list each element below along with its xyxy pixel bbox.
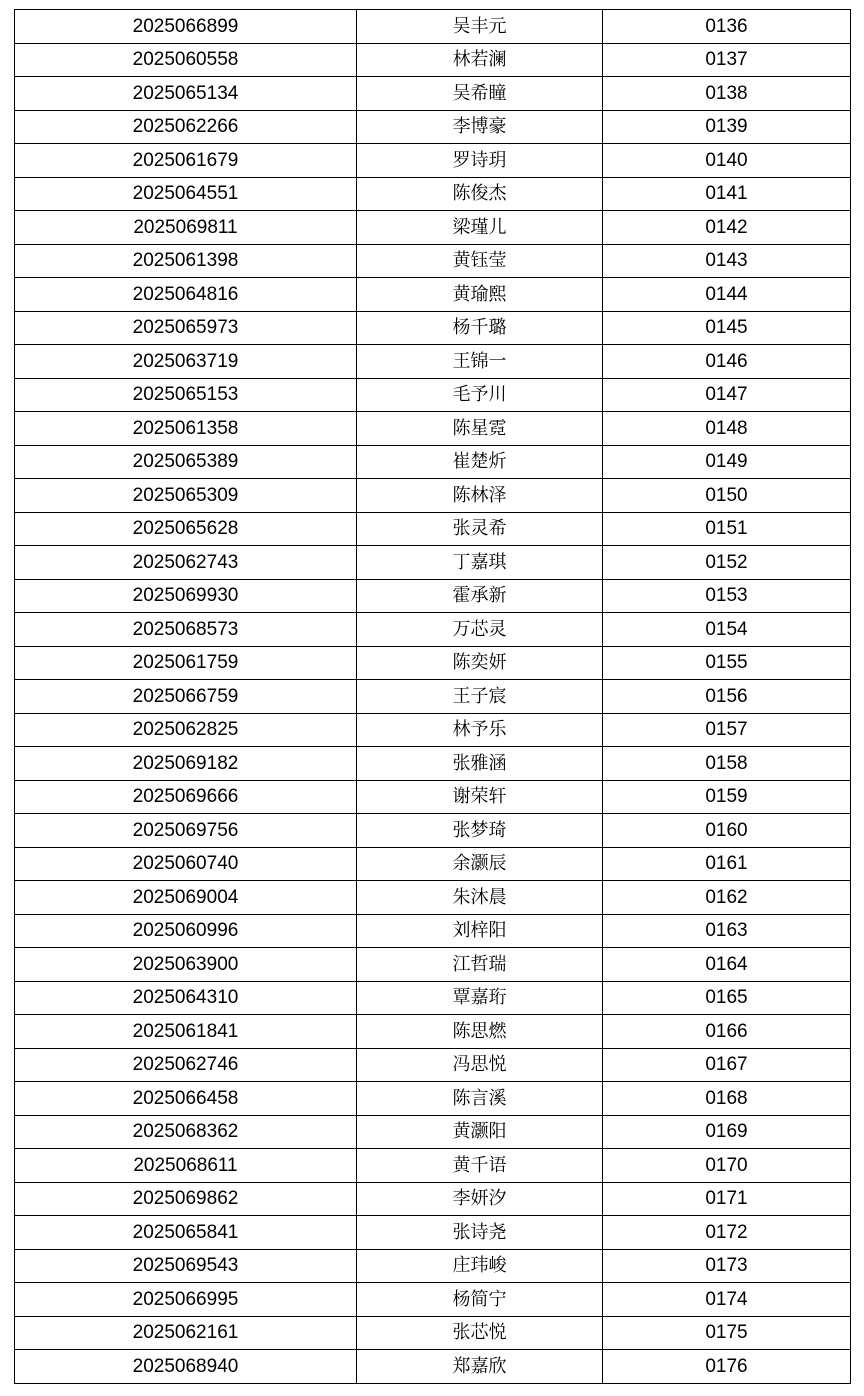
table-row bbox=[15, 211, 851, 245]
table-row bbox=[15, 144, 851, 178]
table-row bbox=[15, 948, 851, 982]
student-name-cell: 谢荣轩 bbox=[357, 780, 603, 814]
table-row bbox=[15, 747, 851, 781]
student-name-cell: 覃嘉珩 bbox=[357, 981, 603, 1015]
student-name-cell: 毛予川 bbox=[357, 378, 603, 412]
sequence-number-cell: 0148 bbox=[603, 412, 851, 446]
student-name-cell: 庄玮峻 bbox=[357, 1249, 603, 1283]
student-id-cell: 2025062746 bbox=[15, 1048, 357, 1082]
student-id-cell: 2025069811 bbox=[15, 211, 357, 245]
student-id-cell: 2025068940 bbox=[15, 1350, 357, 1384]
student-id-cell: 2025062743 bbox=[15, 546, 357, 580]
student-id-cell: 2025063900 bbox=[15, 948, 357, 982]
sequence-number-cell: 0174 bbox=[603, 1283, 851, 1317]
table-row bbox=[15, 43, 851, 77]
sequence-number-cell: 0141 bbox=[603, 177, 851, 211]
sequence-number-cell: 0136 bbox=[603, 10, 851, 44]
sequence-number-cell: 0139 bbox=[603, 110, 851, 144]
table-row bbox=[15, 1115, 851, 1149]
student-id-cell: 2025068362 bbox=[15, 1115, 357, 1149]
student-id-cell: 2025064551 bbox=[15, 177, 357, 211]
sequence-number-cell: 0150 bbox=[603, 479, 851, 513]
table-row bbox=[15, 244, 851, 278]
sequence-number-cell: 0154 bbox=[603, 613, 851, 647]
student-id-cell: 2025065841 bbox=[15, 1216, 357, 1250]
sequence-number-cell: 0151 bbox=[603, 512, 851, 546]
sequence-number-cell: 0165 bbox=[603, 981, 851, 1015]
student-name-cell: 吴丰元 bbox=[357, 10, 603, 44]
student-id-cell: 2025066759 bbox=[15, 680, 357, 714]
table-row bbox=[15, 1048, 851, 1082]
student-id-cell: 2025063719 bbox=[15, 345, 357, 379]
sequence-number-cell: 0161 bbox=[603, 847, 851, 881]
student-name-cell: 吴希瞳 bbox=[357, 77, 603, 111]
table-row bbox=[15, 814, 851, 848]
student-name-cell: 林予乐 bbox=[357, 713, 603, 747]
student-id-cell: 2025060996 bbox=[15, 914, 357, 948]
student-id-cell: 2025064816 bbox=[15, 278, 357, 312]
sequence-number-cell: 0149 bbox=[603, 445, 851, 479]
sequence-number-cell: 0156 bbox=[603, 680, 851, 714]
table-row bbox=[15, 1350, 851, 1384]
table-row bbox=[15, 1182, 851, 1216]
student-id-cell: 2025066458 bbox=[15, 1082, 357, 1116]
sequence-number-cell: 0152 bbox=[603, 546, 851, 580]
student-id-cell: 2025065153 bbox=[15, 378, 357, 412]
table-row bbox=[15, 713, 851, 747]
student-name-cell: 丁嘉琪 bbox=[357, 546, 603, 580]
table-row bbox=[15, 1316, 851, 1350]
student-id-cell: 2025065389 bbox=[15, 445, 357, 479]
student-name-cell: 郑嘉欣 bbox=[357, 1350, 603, 1384]
student-id-cell: 2025061841 bbox=[15, 1015, 357, 1049]
sequence-number-cell: 0164 bbox=[603, 948, 851, 982]
sequence-number-cell: 0172 bbox=[603, 1216, 851, 1250]
student-name-cell: 张灵希 bbox=[357, 512, 603, 546]
student-id-cell: 2025062161 bbox=[15, 1316, 357, 1350]
table-row bbox=[15, 847, 851, 881]
sequence-number-cell: 0169 bbox=[603, 1115, 851, 1149]
student-name-cell: 黄瑜熙 bbox=[357, 278, 603, 312]
student-id-cell: 2025069004 bbox=[15, 881, 357, 915]
student-name-cell: 梁瑾儿 bbox=[357, 211, 603, 245]
student-id-cell: 2025061679 bbox=[15, 144, 357, 178]
table-row bbox=[15, 680, 851, 714]
table-row bbox=[15, 177, 851, 211]
table-row bbox=[15, 412, 851, 446]
student-name-cell: 刘梓阳 bbox=[357, 914, 603, 948]
student-name-cell: 陈俊杰 bbox=[357, 177, 603, 211]
student-id-cell: 2025069666 bbox=[15, 780, 357, 814]
sequence-number-cell: 0160 bbox=[603, 814, 851, 848]
student-name-cell: 陈言溪 bbox=[357, 1082, 603, 1116]
sequence-number-cell: 0138 bbox=[603, 77, 851, 111]
student-id-cell: 2025069930 bbox=[15, 579, 357, 613]
table-row bbox=[15, 646, 851, 680]
student-id-cell: 2025065309 bbox=[15, 479, 357, 513]
sequence-number-cell: 0145 bbox=[603, 311, 851, 345]
student-id-cell: 2025061398 bbox=[15, 244, 357, 278]
sequence-number-cell: 0158 bbox=[603, 747, 851, 781]
student-name-cell: 余灏辰 bbox=[357, 847, 603, 881]
student-name-cell: 黄千语 bbox=[357, 1149, 603, 1183]
student-name-cell: 罗诗玥 bbox=[357, 144, 603, 178]
student-id-cell: 2025061759 bbox=[15, 646, 357, 680]
sequence-number-cell: 0146 bbox=[603, 345, 851, 379]
table-row bbox=[15, 881, 851, 915]
student-id-cell: 2025069543 bbox=[15, 1249, 357, 1283]
student-name-cell: 王锦一 bbox=[357, 345, 603, 379]
student-name-cell: 朱沐晨 bbox=[357, 881, 603, 915]
student-name-cell: 霍承新 bbox=[357, 579, 603, 613]
student-name-cell: 王子宸 bbox=[357, 680, 603, 714]
student-id-cell: 2025068611 bbox=[15, 1149, 357, 1183]
sequence-number-cell: 0155 bbox=[603, 646, 851, 680]
student-name-cell: 江哲瑞 bbox=[357, 948, 603, 982]
table-row bbox=[15, 546, 851, 580]
sequence-number-cell: 0171 bbox=[603, 1182, 851, 1216]
student-id-cell: 2025062266 bbox=[15, 110, 357, 144]
sequence-number-cell: 0175 bbox=[603, 1316, 851, 1350]
sequence-number-cell: 0142 bbox=[603, 211, 851, 245]
table-row bbox=[15, 579, 851, 613]
table-row bbox=[15, 110, 851, 144]
sequence-number-cell: 0159 bbox=[603, 780, 851, 814]
table-row bbox=[15, 1283, 851, 1317]
table-row bbox=[15, 378, 851, 412]
student-id-cell: 2025064310 bbox=[15, 981, 357, 1015]
student-name-cell: 冯思悦 bbox=[357, 1048, 603, 1082]
sequence-number-cell: 0163 bbox=[603, 914, 851, 948]
student-name-cell: 李博豪 bbox=[357, 110, 603, 144]
sequence-number-cell: 0166 bbox=[603, 1015, 851, 1049]
table-row bbox=[15, 613, 851, 647]
table-row bbox=[15, 10, 851, 44]
student-name-cell: 黄钰莹 bbox=[357, 244, 603, 278]
student-name-cell: 张梦琦 bbox=[357, 814, 603, 848]
student-id-cell: 2025069182 bbox=[15, 747, 357, 781]
sequence-number-cell: 0144 bbox=[603, 278, 851, 312]
sequence-number-cell: 0176 bbox=[603, 1350, 851, 1384]
table-row bbox=[15, 512, 851, 546]
sequence-number-cell: 0147 bbox=[603, 378, 851, 412]
student-name-cell: 张芯悦 bbox=[357, 1316, 603, 1350]
student-id-cell: 2025065628 bbox=[15, 512, 357, 546]
student-id-cell: 2025069862 bbox=[15, 1182, 357, 1216]
table-row bbox=[15, 1149, 851, 1183]
student-name-cell: 张诗尧 bbox=[357, 1216, 603, 1250]
student-name-cell: 黄灏阳 bbox=[357, 1115, 603, 1149]
student-id-cell: 2025068573 bbox=[15, 613, 357, 647]
table-row bbox=[15, 981, 851, 1015]
sequence-number-cell: 0157 bbox=[603, 713, 851, 747]
table-row bbox=[15, 1082, 851, 1116]
sequence-number-cell: 0153 bbox=[603, 579, 851, 613]
student-name-cell: 陈星霓 bbox=[357, 412, 603, 446]
table-row bbox=[15, 780, 851, 814]
student-id-cell: 2025060740 bbox=[15, 847, 357, 881]
table-row bbox=[15, 278, 851, 312]
student-name-cell: 崔楚炘 bbox=[357, 445, 603, 479]
sequence-number-cell: 0162 bbox=[603, 881, 851, 915]
table-row bbox=[15, 914, 851, 948]
table-row bbox=[15, 445, 851, 479]
sequence-number-cell: 0168 bbox=[603, 1082, 851, 1116]
student-id-cell: 2025066899 bbox=[15, 10, 357, 44]
sequence-number-cell: 0173 bbox=[603, 1249, 851, 1283]
student-name-cell: 杨简宁 bbox=[357, 1283, 603, 1317]
sequence-number-cell: 0137 bbox=[603, 43, 851, 77]
student-id-cell: 2025066995 bbox=[15, 1283, 357, 1317]
sequence-number-cell: 0143 bbox=[603, 244, 851, 278]
table-row bbox=[15, 1249, 851, 1283]
roster-table bbox=[14, 9, 851, 1384]
sequence-number-cell: 0167 bbox=[603, 1048, 851, 1082]
table-row bbox=[15, 345, 851, 379]
student-name-cell: 陈奕妍 bbox=[357, 646, 603, 680]
student-name-cell: 万芯灵 bbox=[357, 613, 603, 647]
table-row bbox=[15, 77, 851, 111]
table-row bbox=[15, 1216, 851, 1250]
table-row bbox=[15, 311, 851, 345]
student-id-cell: 2025065134 bbox=[15, 77, 357, 111]
student-id-cell: 2025061358 bbox=[15, 412, 357, 446]
sequence-number-cell: 0140 bbox=[603, 144, 851, 178]
roster-table-body bbox=[15, 10, 851, 1384]
student-name-cell: 陈思燃 bbox=[357, 1015, 603, 1049]
student-id-cell: 2025060558 bbox=[15, 43, 357, 77]
sequence-number-cell: 0170 bbox=[603, 1149, 851, 1183]
student-name-cell: 杨千璐 bbox=[357, 311, 603, 345]
student-name-cell: 李妍汐 bbox=[357, 1182, 603, 1216]
student-name-cell: 陈林泽 bbox=[357, 479, 603, 513]
student-id-cell: 2025069756 bbox=[15, 814, 357, 848]
student-name-cell: 张雅涵 bbox=[357, 747, 603, 781]
student-id-cell: 2025065973 bbox=[15, 311, 357, 345]
student-name-cell: 林若澜 bbox=[357, 43, 603, 77]
table-row bbox=[15, 1015, 851, 1049]
table-row bbox=[15, 479, 851, 513]
student-id-cell: 2025062825 bbox=[15, 713, 357, 747]
